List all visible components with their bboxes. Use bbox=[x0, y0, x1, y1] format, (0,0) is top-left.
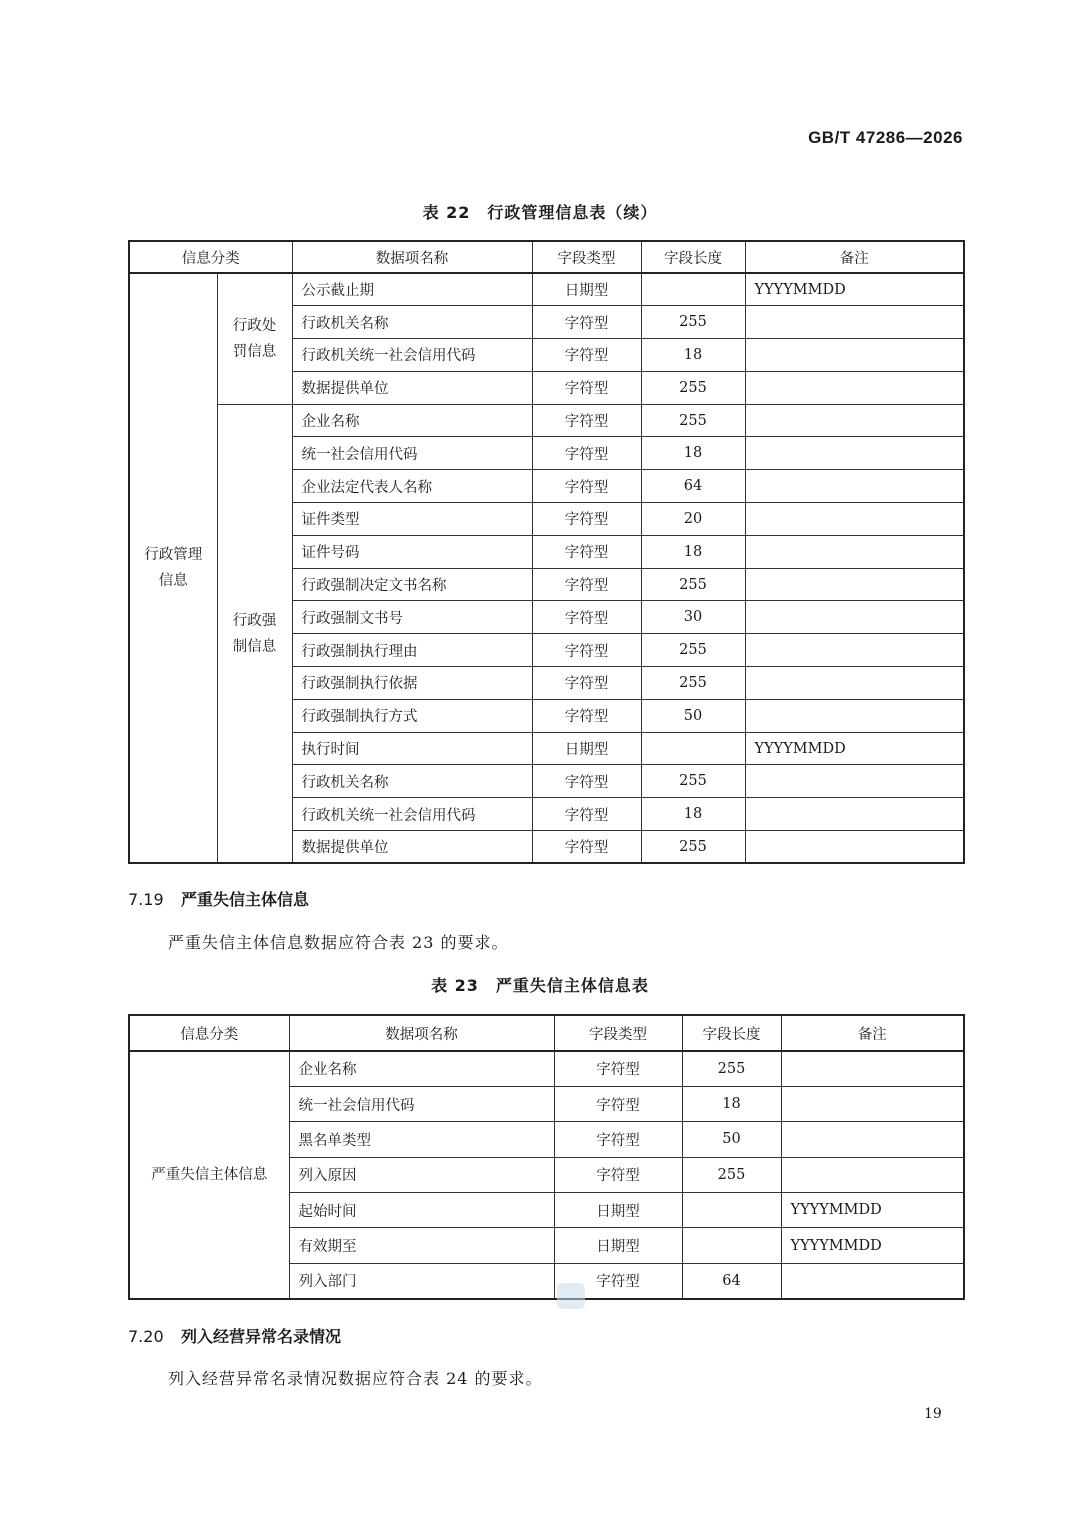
header-info-category: 信息分类 bbox=[129, 1015, 289, 1051]
field-length-cell: 255 bbox=[682, 1157, 781, 1192]
item-name-cell: 行政强制文书号 bbox=[292, 601, 532, 634]
field-length-cell: 255 bbox=[641, 634, 745, 667]
remarks-cell bbox=[745, 765, 964, 798]
standard-code: GB/T 47286—2026 bbox=[808, 128, 963, 147]
header-item-name: 数据项名称 bbox=[289, 1015, 554, 1051]
subcategory-cell bbox=[217, 404, 292, 863]
remarks-cell bbox=[745, 339, 964, 372]
header-field-length: 字段长度 bbox=[641, 241, 745, 273]
field-length-cell: 18 bbox=[682, 1086, 781, 1121]
field-type-cell: 字符型 bbox=[532, 535, 641, 568]
field-length-cell: 18 bbox=[641, 535, 745, 568]
field-length-cell: 64 bbox=[682, 1263, 781, 1298]
field-length-cell: 255 bbox=[641, 667, 745, 700]
section-number: 7.20 bbox=[128, 1327, 164, 1346]
page-number: 19 bbox=[924, 1406, 942, 1422]
remarks-cell bbox=[745, 503, 964, 536]
item-name-cell: 行政强制执行依据 bbox=[292, 667, 532, 700]
field-type-cell: 字符型 bbox=[532, 765, 641, 798]
field-length-cell: 255 bbox=[682, 1051, 781, 1086]
category-cell bbox=[129, 273, 217, 863]
remarks-cell bbox=[781, 1086, 964, 1121]
watermark-logo bbox=[557, 1283, 585, 1309]
subcategory-cell bbox=[217, 273, 292, 404]
field-length-cell: 255 bbox=[641, 306, 745, 339]
field-length-cell: 64 bbox=[641, 470, 745, 503]
field-type-cell: 字符型 bbox=[532, 831, 641, 864]
field-length-cell: 18 bbox=[641, 339, 745, 372]
field-length-cell: 255 bbox=[641, 765, 745, 798]
item-name-cell: 列入原因 bbox=[289, 1157, 554, 1192]
field-type-cell: 字符型 bbox=[554, 1122, 682, 1157]
item-name-cell: 行政机关统一社会信用代码 bbox=[292, 798, 532, 831]
field-type-cell: 字符型 bbox=[532, 306, 641, 339]
table-header-row bbox=[129, 241, 964, 273]
field-length-cell bbox=[682, 1193, 781, 1228]
table-row bbox=[129, 1051, 964, 1086]
remarks-cell bbox=[781, 1263, 964, 1298]
item-name-cell: 公示截止期 bbox=[292, 273, 532, 306]
table-23-title: 表 23 严重失信主体信息表 bbox=[431, 976, 649, 995]
field-length-cell: 50 bbox=[682, 1122, 781, 1157]
item-name-cell: 统一社会信用代码 bbox=[289, 1086, 554, 1121]
item-name-cell: 数据提供单位 bbox=[292, 831, 532, 864]
item-name-cell: 证件号码 bbox=[292, 535, 532, 568]
section-7-20-heading bbox=[128, 1324, 341, 1347]
section-7-20-paragraph: 列入经营异常名录情况数据应符合表 24 的要求。 bbox=[168, 1369, 543, 1388]
remarks-cell: YYYYMMDD bbox=[781, 1193, 964, 1228]
remarks-cell bbox=[745, 699, 964, 732]
field-type-cell: 字符型 bbox=[532, 371, 641, 404]
item-name-cell: 企业名称 bbox=[292, 404, 532, 437]
item-name-cell: 企业法定代表人名称 bbox=[292, 470, 532, 503]
field-length-cell: 255 bbox=[641, 371, 745, 404]
item-name-cell: 黑名单类型 bbox=[289, 1122, 554, 1157]
field-type-cell: 日期型 bbox=[554, 1228, 682, 1263]
field-length-cell: 255 bbox=[641, 568, 745, 601]
remarks-cell bbox=[745, 306, 964, 339]
field-type-cell: 日期型 bbox=[532, 273, 641, 306]
item-name-cell: 行政机关名称 bbox=[292, 765, 532, 798]
field-length-cell bbox=[641, 273, 745, 306]
field-length-cell: 50 bbox=[641, 699, 745, 732]
item-name-cell: 行政强制执行理由 bbox=[292, 634, 532, 667]
remarks-cell bbox=[781, 1157, 964, 1192]
field-length-cell: 18 bbox=[641, 798, 745, 831]
field-type-cell: 字符型 bbox=[532, 503, 641, 536]
subcategory-label: 行政强制信息 bbox=[232, 612, 277, 655]
table-row bbox=[129, 404, 964, 437]
field-type-cell: 字符型 bbox=[532, 339, 641, 372]
section-7-19-heading bbox=[128, 887, 309, 910]
item-name-cell: 数据提供单位 bbox=[292, 371, 532, 404]
remarks-cell bbox=[745, 798, 964, 831]
field-type-cell: 字符型 bbox=[532, 634, 641, 667]
field-type-cell: 字符型 bbox=[532, 404, 641, 437]
section-title: 严重失信主体信息 bbox=[181, 890, 310, 909]
subcategory-label: 行政处罚信息 bbox=[232, 317, 277, 360]
field-type-cell: 字符型 bbox=[554, 1086, 682, 1121]
item-name-cell: 行政机关统一社会信用代码 bbox=[292, 339, 532, 372]
remarks-cell bbox=[745, 535, 964, 568]
header-field-length: 字段长度 bbox=[682, 1015, 781, 1051]
header-field-type: 字段类型 bbox=[532, 241, 641, 273]
category-label-line: 行政管理信息 bbox=[144, 547, 203, 590]
header-item-name: 数据项名称 bbox=[292, 241, 532, 273]
remarks-cell: YYYYMMDD bbox=[745, 273, 964, 306]
field-type-cell: 字符型 bbox=[532, 601, 641, 634]
header-remarks: 备注 bbox=[745, 241, 964, 273]
table-row bbox=[129, 273, 964, 306]
field-length-cell bbox=[641, 732, 745, 765]
remarks-cell bbox=[745, 601, 964, 634]
remarks-cell bbox=[745, 371, 964, 404]
remarks-cell bbox=[745, 831, 964, 864]
item-name-cell: 企业名称 bbox=[289, 1051, 554, 1086]
remarks-cell bbox=[745, 667, 964, 700]
remarks-cell bbox=[745, 470, 964, 503]
item-name-cell: 证件类型 bbox=[292, 503, 532, 536]
field-type-cell: 字符型 bbox=[532, 798, 641, 831]
remarks-cell bbox=[745, 634, 964, 667]
field-type-cell: 字符型 bbox=[532, 568, 641, 601]
item-name-cell: 有效期至 bbox=[289, 1228, 554, 1263]
field-type-cell: 字符型 bbox=[532, 470, 641, 503]
field-length-cell: 255 bbox=[641, 404, 745, 437]
remarks-cell bbox=[745, 437, 964, 470]
field-length-cell: 18 bbox=[641, 437, 745, 470]
item-name-cell: 行政强制执行方式 bbox=[292, 699, 532, 732]
field-type-cell: 字符型 bbox=[554, 1051, 682, 1086]
section-7-19-paragraph: 严重失信主体信息数据应符合表 23 的要求。 bbox=[168, 933, 509, 952]
table-23 bbox=[128, 1014, 965, 1300]
field-type-cell: 字符型 bbox=[532, 437, 641, 470]
item-name-cell: 行政机关名称 bbox=[292, 306, 532, 339]
item-name-cell: 行政强制决定文书名称 bbox=[292, 568, 532, 601]
item-name-cell: 起始时间 bbox=[289, 1193, 554, 1228]
remarks-cell bbox=[781, 1122, 964, 1157]
field-length-cell bbox=[682, 1228, 781, 1263]
field-type-cell: 字符型 bbox=[532, 667, 641, 700]
item-name-cell: 列入部门 bbox=[289, 1263, 554, 1298]
header-info-category: 信息分类 bbox=[129, 241, 292, 273]
header-remarks: 备注 bbox=[781, 1015, 964, 1051]
section-number: 7.19 bbox=[128, 890, 164, 909]
remarks-cell bbox=[745, 404, 964, 437]
remarks-cell: YYYYMMDD bbox=[745, 732, 964, 765]
remarks-cell bbox=[781, 1051, 964, 1086]
table-22 bbox=[128, 240, 965, 864]
field-length-cell: 255 bbox=[641, 831, 745, 864]
table-header-row bbox=[129, 1015, 964, 1051]
item-name-cell: 统一社会信用代码 bbox=[292, 437, 532, 470]
field-type-cell: 字符型 bbox=[554, 1157, 682, 1192]
field-length-cell: 30 bbox=[641, 601, 745, 634]
table-22-title: 表 22 行政管理信息表（续） bbox=[422, 203, 658, 222]
remarks-cell: YYYYMMDD bbox=[781, 1228, 964, 1263]
field-type-cell: 字符型 bbox=[532, 699, 641, 732]
field-type-cell: 日期型 bbox=[532, 732, 641, 765]
field-type-cell: 字符型 bbox=[554, 1263, 682, 1298]
section-title: 列入经营异常名录情况 bbox=[181, 1327, 342, 1346]
field-length-cell: 20 bbox=[641, 503, 745, 536]
remarks-cell bbox=[745, 568, 964, 601]
category-cell: 严重失信主体信息 bbox=[129, 1051, 289, 1299]
header-field-type: 字段类型 bbox=[554, 1015, 682, 1051]
field-type-cell: 日期型 bbox=[554, 1193, 682, 1228]
item-name-cell: 执行时间 bbox=[292, 732, 532, 765]
